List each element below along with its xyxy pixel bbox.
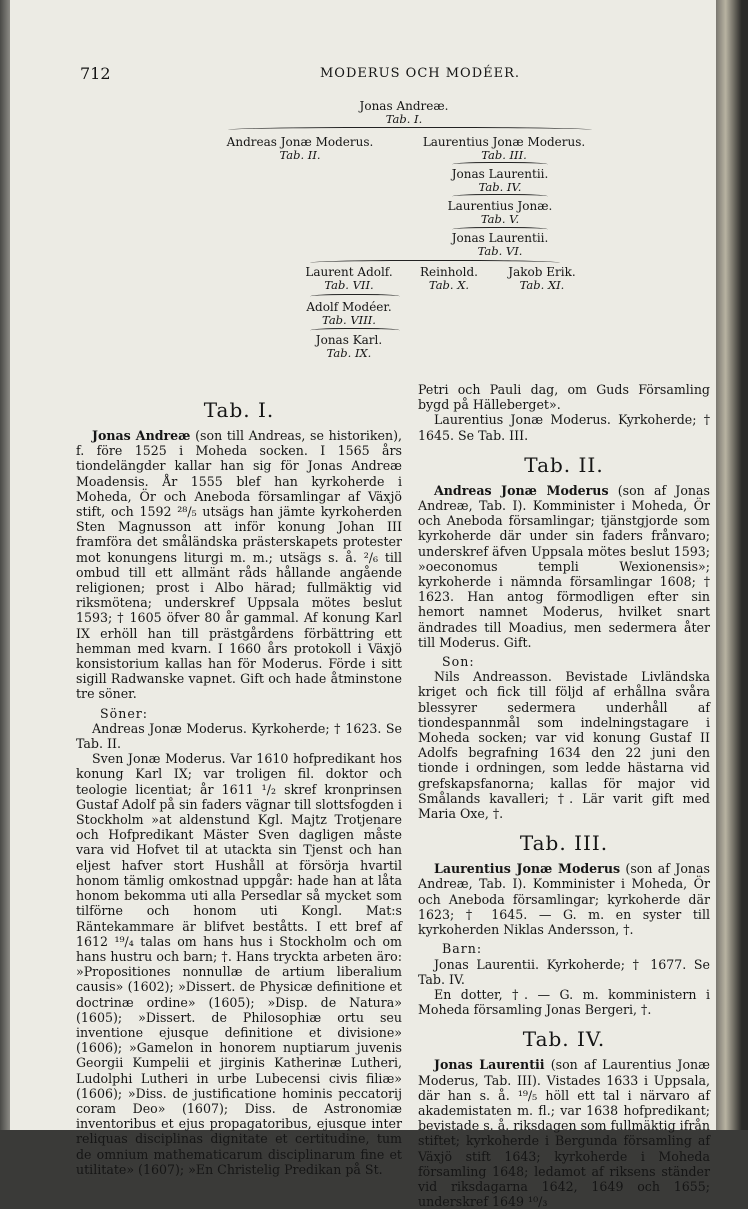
tab3-heading: Tab. III. [519, 831, 609, 856]
tree-root-tab: Tab. I. [385, 112, 423, 126]
tree-n4-tab: Tab. V. [480, 212, 520, 226]
tree-n8-name: Jakob Erik. [508, 265, 576, 279]
tree-n1-name: Andreas Jonæ Moderus. [226, 135, 374, 149]
tree-node-laurent-adolf [294, 266, 404, 292]
book-gutter [0, 0, 10, 1130]
page-edge-stack [716, 0, 748, 1130]
tree-n5-name: Jonas Laurentii. [451, 231, 549, 245]
tree-n9-tab: Tab. VIII. [322, 313, 376, 327]
tab4-paragraph [418, 1057, 710, 1209]
tree-n6-name: Laurent Adolf. [305, 265, 393, 279]
right-column [418, 382, 710, 1209]
tree-n8-tab: Tab. XI. [519, 278, 565, 292]
son-label: Son: [442, 654, 475, 670]
tab3-paragraph [418, 861, 710, 937]
tree-node-jonas-laurentii [440, 168, 560, 194]
tab3-person-name: Laurentius Jonæ Moderus [434, 861, 621, 877]
tab4-person-name: Jonas Laurentii [434, 1057, 545, 1073]
tab1-paragraph [76, 428, 402, 702]
book-page [10, 0, 716, 1209]
tab1-heading: Tab. I. [203, 398, 275, 422]
left-column [76, 388, 402, 1177]
tree-node-reinhold [414, 266, 484, 292]
tree-n5-tab: Tab. VI. [477, 244, 523, 258]
barn-label: Barn: [442, 941, 483, 957]
tree-n2-name: Laurentius Jonæ Moderus. [422, 135, 586, 149]
tree-root-name: Jonas Andreæ. [359, 99, 449, 113]
tab2-person-name: Andreas Jonæ Moderus [434, 482, 609, 498]
tree-n10-tab: Tab. IX. [326, 346, 372, 360]
son2-entry: Sven Jonæ Moderus. Var 1610 hofpredikant hos konung Karl IX; var troligen fil. doktor och teologie licentiat; år 1611 ¹/₂ skref kronprinsen Gustaf Adolf på sin faders vägnar till slottsfogden i Stockholm »at aldenstund Kgl. Majtz Trotjenare och Hofpredikant Mäster Sven dagligen måste vara vid Hofvet til at utackta sin Tjenst och han eljest hafver stort Hushåll at försörja hvartil honom tämlig omkostnad uppgår: hade han at låta honom bekomma uti alla Persedlar så mycket som tilförne och honom uti Kongl. Mat:s Räntekammare är blifvet beståtts. I ett bref af 1612 ¹⁹/₄ talas om hans hus i Stockholm och om hans hustru och barn; †. Hans tryckta arbeten äro: »Propositiones nonnullæ de artium liberalium causis» (1602); »Dissert. de Physicæ definitione et doctrinæ ordine» (1605); »Disp. de Natura» (1605); »Dissert. de Philosophiæ ortu seu inventione ejusque definitione et divisione» (1606); »Gamelon in honorem nuptiarum juvenis Georgii Kumpelii et jirginis Katherinæ Lutheri, Ludolphi Lutheri in urbe Lubecensi civis filiæ» (1606); »Diss. de justificatione hominis peccatorij coram Deo» (1607); Diss. de Astronomiæ inventoribus et ejus propagatoribus, ejusque inter reliquas disciplinas dignitate et certitudine, tum de omnium mathematicarum disciplinarum fine et utilitate» (1607); »En Christelig Predikan på St. [76, 751, 402, 1177]
tab2-paragraph [418, 483, 710, 650]
tree-node-jonas-laurentii-2 [440, 232, 560, 258]
page-number: 712 [80, 64, 111, 83]
tree-n1-tab: Tab. II. [279, 148, 321, 162]
tree-n7-tab: Tab. X. [428, 278, 470, 292]
tree-node-jonas-karl [294, 334, 404, 360]
son1-entry: Andreas Jonæ Moderus. Kyrkoherde; † 1623. Se Tab. II. [76, 720, 402, 752]
tree-node-andreas [220, 136, 380, 162]
continued-text: Petri och Pauli dag, om Guds Församling bygd på Hälleberget». [418, 382, 710, 413]
tree-brace-root [228, 127, 592, 134]
tree-n7-name: Reinhold. [420, 265, 478, 279]
tree-n4-name: Laurentius Jonæ. [447, 199, 553, 213]
tree-node-laurentius-jonae [440, 200, 560, 226]
barn2-entry: En dotter, †. — G. m. komministern i Moheda församling Jonas Bergeri, †. [418, 986, 710, 1018]
running-head: MODERUS OCH MODÉER. [320, 66, 521, 81]
tab3-text: (son af Jonas Andreæ, Tab. I). Komminister i Moheda, Ör och Aneboda församlingar; kyrkoherde där 1623; † 1645. — G. m. en syster till kyrkoherden Niklas Andersson, †. [418, 861, 710, 938]
laurentius-line: Laurentius Jonæ Moderus. Kyrkoherde; † 1645. Se Tab. III. [418, 412, 710, 443]
tab4-heading: Tab. IV. [522, 1027, 606, 1052]
tab1-text: (son till Andreas, se historiken), f. före 1525 i Moheda socken. I 1565 års tiondelängder kallar han sig för Jonas Andreæ Moadensis. År 1555 blef han kyrkoherde i Moheda, Ör och Aneboda församlingar af Växjö stift, och 1592 ²⁸/₅ utsägs han jämte kyrkoherden Sten Magnusson att inför konung Johan III framföra det småländska prästerskapets protester mot konungens liturgi m. m.; utsägs s. å. ²/₆ till ombud till ett allmänt råds hållande angående religionen; prost i Albo härad; fullmäktig vid riksmötena; underskref Uppsala mötes beslut 1593; † 1605 öfver 80 år gammal. Af konung Karl IX erhöll han till prästgårdens förbättring ett hemman med kvarn. I 1660 års protokoll i Växjö konsistorium kallas han för Moderus. Förde i sitt sigill Radwanske vapnet. Gift och hade åtminstone tre söner. [76, 428, 403, 702]
son-entry: Nils Andreasson. Bevistade Livländska kriget och fick till följd af erhållna svåra blessyrer sedermera underhåll af tiondespannmål som indelningstagare i Moheda socken; var vid konung Gustaf II Adolfs begrafning 1634 den 22 juni den tionde i ordningen, som ledde hästarna vid grefskapsfanorna; kallas för major vid Smålands kavalleri; †. Lär varit gift med Maria Oxe, †. [418, 669, 710, 822]
soner-label: Söner: [100, 705, 149, 721]
tab4-text: (son af Laurentius Jonæ Moderus, Tab. III). Vistades 1633 i Uppsala, där han s. å. ¹⁹/₅ höll ett tal i närvaro af akademistaten m. fl.; var 1638 hofpredikant; bevistade s. å. riksdagen som fullmäktig ifrån stiftet; kyrkoherde i Bergunda församling af Växjö stift 1643; kyrkoherde i Moheda församling 1648; ledamot af riksens ständer vid riksdagarna 1642, 1649 och 1655; underskref 1649 ¹⁰/₃ [418, 1057, 711, 1209]
tab2-heading: Tab. II. [524, 452, 604, 477]
tree-n9-name: Adolf Modéer. [306, 300, 392, 314]
tree-node-adolf-modeer [294, 301, 404, 327]
tab2-text: (son af Jonas Andreæ, Tab. I). Komminister i Moheda, Ör och Aneboda församlingar; tjänstgjorde som kyrkoherde där under sin faders frånvaro; underskref äfven Uppsala mötes beslut 1593; »oeconomus templi Wexionensis»; kyrkoherde i nämnda församlingar 1608; † 1623. Han antog förmodligen efter sin hemort namnet Moderus, hvilket snart ändrades till Moadius, men sedermera åter till Moderus. Gift. [418, 482, 710, 650]
tree-node-jakob-erik [494, 266, 590, 292]
barn1-entry: Jonas Laurentii. Kyrkoherde; † 1677. Se Tab. IV. [418, 956, 710, 987]
tree-n6-tab: Tab. VII. [324, 278, 374, 292]
tree-n3-tab: Tab. IV. [478, 180, 522, 194]
tab1-person-name: Jonas Andreæ [92, 428, 191, 443]
tree-n3-name: Jonas Laurentii. [451, 167, 549, 181]
tree-n2-tab: Tab. III. [481, 148, 527, 162]
tree-node-root [359, 100, 449, 126]
tree-n10-name: Jonas Karl. [315, 333, 383, 347]
tree-node-laurentius [414, 136, 594, 162]
